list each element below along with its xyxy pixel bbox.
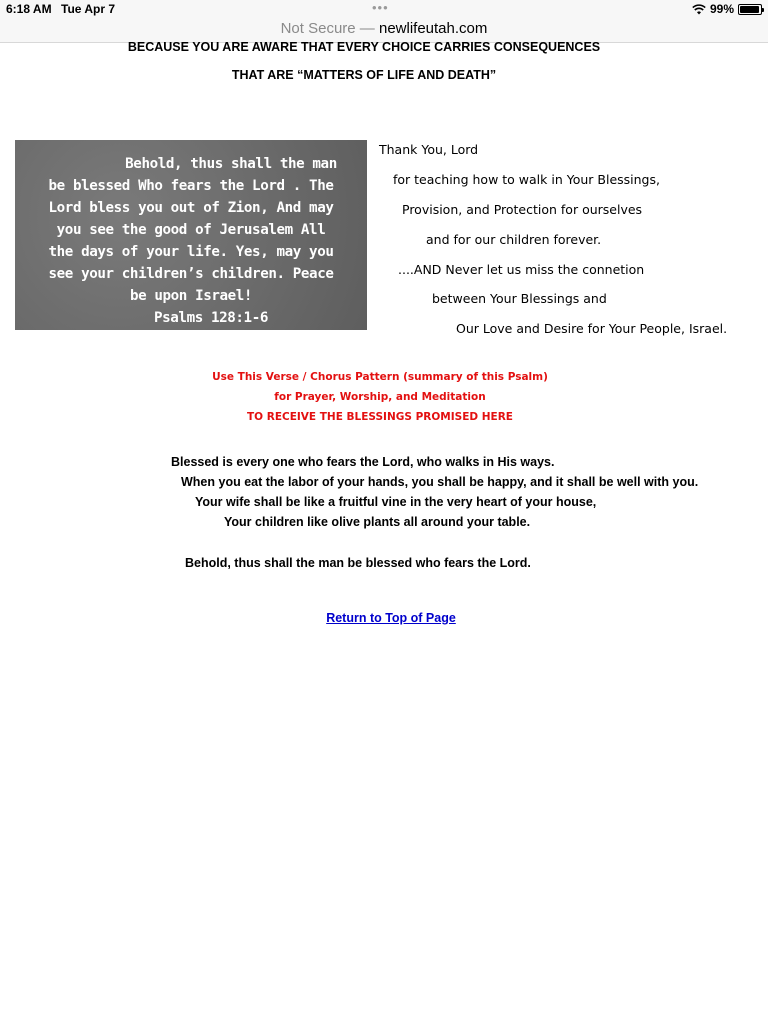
- psalm-line: Your wife shall be like a fruitful vine in the very heart of your house,: [195, 495, 597, 509]
- thanks-line: and for our children forever.: [426, 232, 602, 247]
- status-bar: [0, 0, 768, 20]
- thanks-line: between Your Blessings and: [432, 291, 607, 306]
- verse-reference: Psalms 128:1-6: [154, 310, 268, 326]
- thanks-line: Our Love and Desire for Your People, Israel.: [456, 321, 728, 336]
- instruction-line: for Prayer, Worship, and Meditation: [274, 391, 486, 403]
- verse-line: see your children’s children. Peace: [48, 266, 334, 282]
- instruction-line: TO RECEIVE THE BLESSINGS PROMISED HERE: [247, 411, 513, 423]
- not-secure-label: Not Secure —: [280, 20, 375, 37]
- thanks-line: Provision, and Protection for ourselves: [402, 202, 643, 217]
- wifi-icon: [692, 4, 706, 15]
- thanks-line: Thank You, Lord: [379, 142, 479, 157]
- verse-line: the days of your life. Yes, may you: [48, 244, 334, 260]
- verse-line: Lord bless you out of Zion, And may: [48, 200, 334, 216]
- psalm-line: Your children like olive plants all around your table.: [224, 515, 531, 529]
- verse-line: you see the good of Jerusalem All: [56, 222, 326, 238]
- status-date: Tue Apr 7: [61, 2, 116, 16]
- return-to-top-link[interactable]: Return to Top of Page: [326, 611, 456, 625]
- url-host: newlifeutah.com: [378, 20, 488, 37]
- multitasking-dots-icon[interactable]: •••: [372, 0, 389, 15]
- heading-line-1: BECAUSE YOU ARE AWARE THAT EVERY CHOICE CARRIES CONSEQUENCES: [127, 40, 601, 54]
- verse-line: be upon Israel!: [129, 288, 253, 304]
- status-right: [692, 2, 762, 16]
- psalm-line: Blessed is every one who fears the Lord, who walks in His ways.: [171, 455, 555, 469]
- psalm-line: When you eat the labor of your hands, you shall be happy, and it shall be well with you.: [181, 475, 699, 489]
- instruction-line: Use This Verse / Chorus Pattern (summary of this Psalm): [212, 371, 548, 383]
- battery-icon: [738, 4, 762, 15]
- verse-line: Behold, thus shall the man: [125, 156, 337, 172]
- status-time: 6:18 AM: [6, 2, 52, 16]
- verse-line: be blessed Who fears the Lord . The: [48, 178, 334, 194]
- battery-percent: 99%: [709, 2, 734, 16]
- verse-image: [15, 140, 367, 330]
- psalm-line: Behold, thus shall the man be blessed who fears the Lord.: [185, 556, 531, 570]
- thanks-line: for teaching how to walk in Your Blessings,: [393, 172, 660, 187]
- heading-line-2: THAT ARE “MATTERS OF LIFE AND DEATH”: [231, 68, 497, 82]
- thanks-line: ....AND Never let us miss the connetion: [398, 262, 645, 277]
